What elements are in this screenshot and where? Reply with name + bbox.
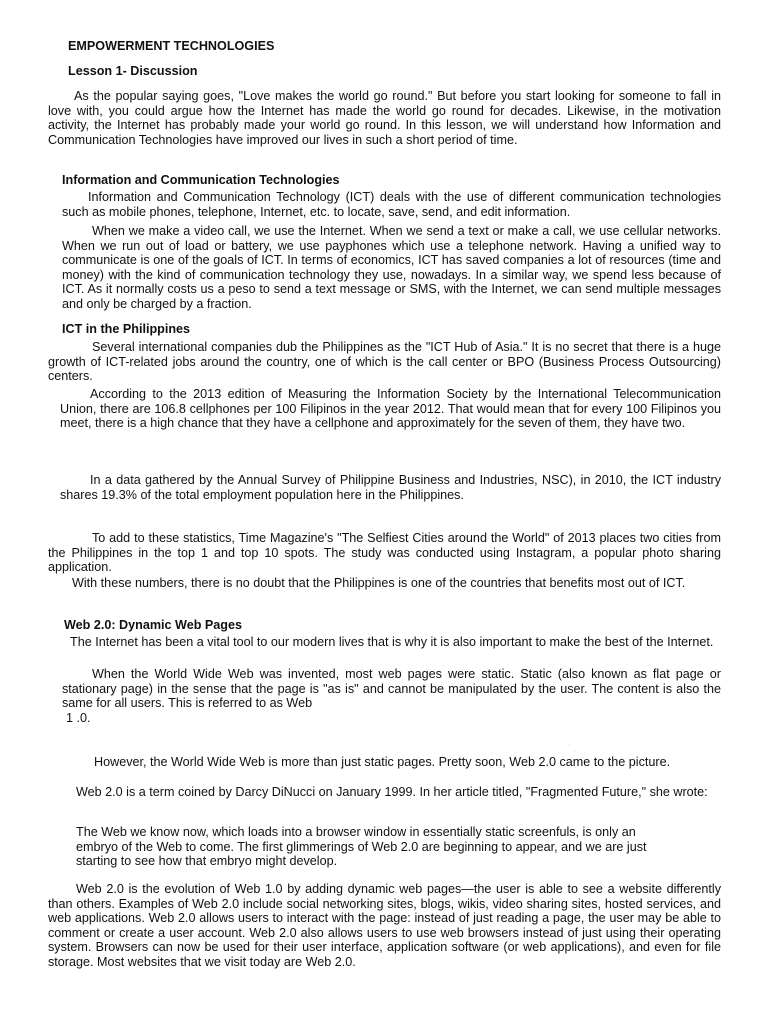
lesson-title: Lesson 1- Discussion: [68, 64, 198, 78]
web-paragraph-3: However, the World Wide Web is more than just static pages. Pretty soon, Web 2.0 came to the picture.: [94, 755, 671, 769]
web-paragraph-2-end: 1 .0.: [66, 711, 91, 725]
ph-paragraph-3: In a data gathered by the Annual Survey of Philippine Business and Industries, NSC), in 2010, the ICT industry shares 19.3% of the total employment population here in the Philippines.: [60, 473, 721, 502]
ph-paragraph-4: To add to these statistics, Time Magazine's "The Selfiest Cities around the World" of 2013 places two cities from the Philippines in the top 1 and top 10 spots. The study was conducted using Instagram, a popular photo sharing application.: [48, 531, 721, 575]
intro-paragraph: As the popular saying goes, "Love makes the world go round." But before you start looking for someone to fall in love with, you could argue how the Internet has made the world go round for decades. Likewise, in the motivation activity, the Internet has probably made your world go round. In this lesson, we will understand how Information and Communication Technologies have improved our lives in such a short period of time.: [48, 89, 721, 147]
web-paragraph-5: Web 2.0 is the evolution of Web 1.0 by adding dynamic web pages—the user is able to see a website differently than others. Examples of Web 2.0 include social networking sites, blogs, wikis, video sharing sites, hosted services, and web applications. Web 2.0 allows users to interact with the page: instead of just reading a page, the user may be able to comment or create a user account. Web 2.0 also allows users to use web browsers instead of just using their operating system. Browsers can now be used for their user interface, application software (or web applications), and even for file storage. Most websites that we visit today are Web 2.0.: [48, 882, 721, 969]
scan-mark: ·: [568, 742, 571, 749]
ph-paragraph-1: Several international companies dub the Philippines as the "ICT Hub of Asia." It is no secret that there is a huge growth of ICT-related jobs around the country, one of which is the call center or BPO (Business Process Outsourcing) centers.: [48, 340, 721, 384]
scan-mark: ·: [573, 748, 576, 755]
web-paragraph-2: When the World Wide Web was invented, most web pages were static. Static (also known as flat page or stationary page) in the sense that the page is "as is" and cannot be manipulated by the user. The content is also the same for all users. This is referred to as Web: [62, 667, 721, 711]
web-quote: The Web we know now, which loads into a browser window in essentially static screenfuls, is only an embryo of the Web to come. The first glimmerings of Web 2.0 are beginning to appear, and we are just starting to see how that embryo might develop.: [76, 825, 647, 869]
ph-paragraph-5: With these numbers, there is no doubt that the Philippines is one of the countries that benefits most out of ICT.: [72, 576, 686, 590]
ph-paragraph-2: According to the 2013 edition of Measuring the Information Society by the International Telecommunication Union, there are 106.8 cellphones per 100 Filipinos in the year 2012. That would mean that for every 100 Filipinos you meet, there is a high chance that they have a cellphone and approximately for the seven of them, they have two.: [60, 387, 721, 431]
ict-paragraph-1: Information and Communication Technology (ICT) deals with the use of different communication technologies such as mobile phones, telephone, Internet, etc. to locate, save, send, and edit information.: [62, 190, 721, 219]
web-heading: Web 2.0: Dynamic Web Pages: [64, 618, 243, 632]
web-paragraph-4: Web 2.0 is a term coined by Darcy DiNucci on January 1999. In her article titled, "Fragmented Future," she wrote:: [76, 785, 708, 799]
page-title: EMPOWERMENT TECHNOLOGIES: [68, 39, 275, 53]
ict-heading: Information and Communication Technologies: [62, 173, 340, 187]
web-paragraph-1: The Internet has been a vital tool to our modern lives that is why it is also important to make the best of the Internet.: [70, 635, 714, 649]
ph-heading: ICT in the Philippines: [62, 322, 191, 336]
ict-paragraph-2: When we make a video call, we use the Internet. When we send a text or make a call, we use cellular networks. When we run out of load or battery, we use payphones which use a telephone network. Having a unified way to communicate is one of the goals of ICT. In terms of economics, ICT has saved companies a lot of resources (time and money) with the kind of communication technology they use, nowadays. In a similar way, we spend less because of ICT. As it normally costs us a peso to send a text message or SMS, with the Internet, we can send multiple messages and only be charged by a fraction.: [62, 224, 721, 311]
